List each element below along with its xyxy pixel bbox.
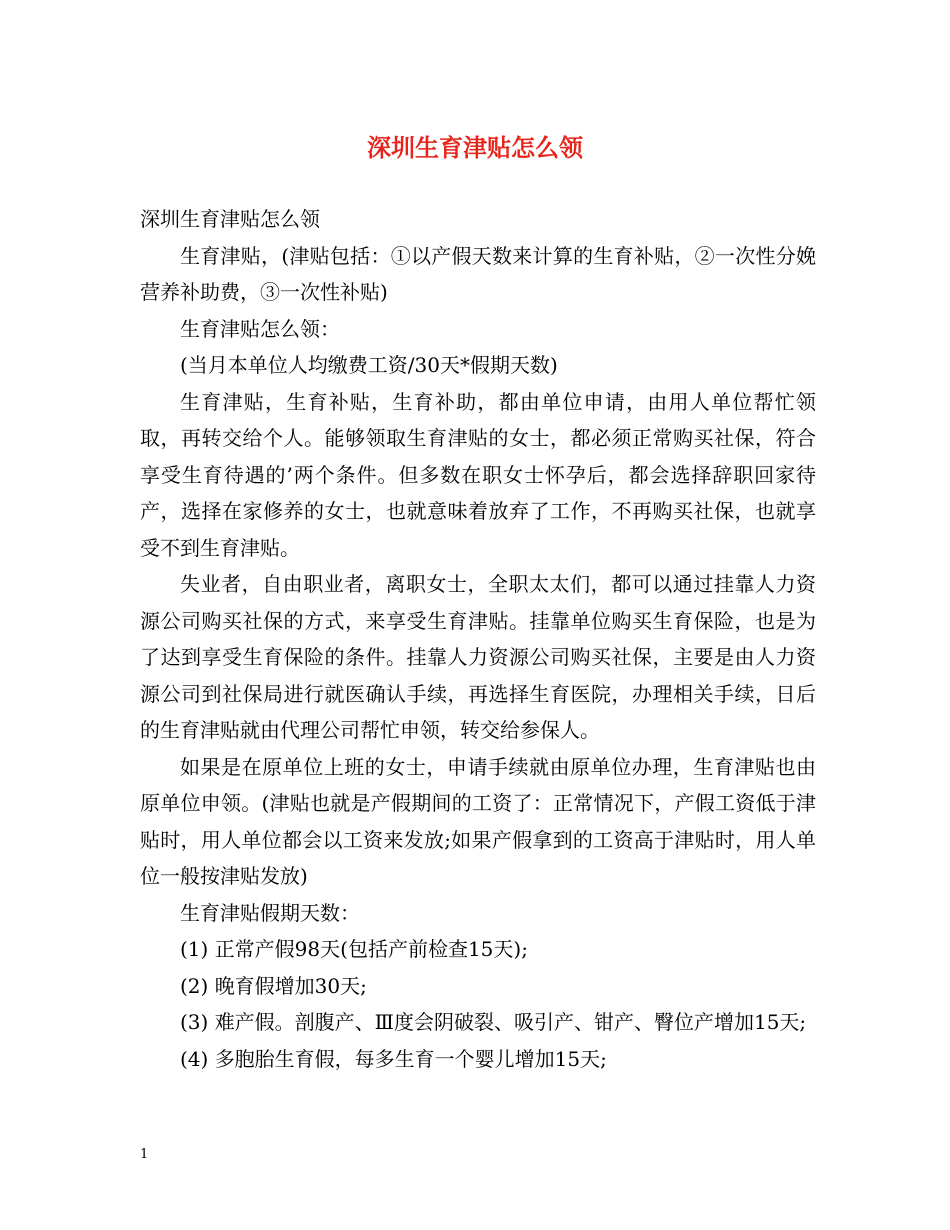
body-paragraph: (当月本单位人均缴费工资/30天*假期天数) — [180, 353, 558, 377]
body-paragraph: 生育津贴，(津贴包括：①以产假天数来计算的生育补贴，②一次性分娩营养补助费，③一次性补贴) — [140, 243, 816, 304]
body-paragraph: 生育津贴假期天数： — [180, 900, 360, 925]
list-item: (1) 正常产假98天(包括产前检查15天); — [180, 937, 528, 961]
body-paragraph: 生育津贴，生育补贴，生育补助，都由单位申请，由用人单位帮忙领取，再转交给个人。能够领取生育津贴的女士，都必须正常购买社保，符合享受生育待遇的’两个条件。但多数在职女士怀孕后，都会选择辞职回家待产，选择在家修养的女士，也就意味着放弃了工作，不再购买社保，也就享受不到生育津贴。 — [140, 389, 816, 560]
body-paragraph: 如果是在原单位上班的女士，申请手续就由原单位办理，生育津贴也由原单位申领。(津贴也就是产假期间的工资了：正常情况下，产假工资低于津贴时，用人单位都会以工资来发放;如果产假拿到的工资高于津贴时，用人单位一般按津贴发放) — [140, 754, 816, 888]
list-item: (3) 难产假。剖腹产、Ⅲ度会阴破裂、吸引产、钳产、臀位产增加15天; — [180, 1010, 807, 1034]
document-body — [140, 201, 816, 1077]
document-title: 深圳生育津贴怎么领 — [367, 133, 583, 162]
body-paragraph: 深圳生育津贴怎么领 — [140, 207, 320, 231]
body-paragraph: 生育津贴怎么领： — [180, 316, 340, 341]
page-number: 1 — [140, 1147, 149, 1162]
list-item: (4) 多胞胎生育假，每多生育一个婴儿增加15天; — [180, 1046, 607, 1071]
list-item: (2) 晚育假增加30天; — [180, 973, 367, 998]
body-paragraph: 失业者，自由职业者，离职女士，全职太太们，都可以通过挂靠人力资源公司购买社保的方式，来享受生育津贴。挂靠单位购买生育保险，也是为了达到享受生育保险的条件。挂靠人力资源公司购买社保，主要是由人力资源公司到社保局进行就医确认手续，再选择生育医院，办理相关手续，日后的生育津贴就由代理公司帮忙申领，转交给参保人。 — [140, 572, 816, 742]
